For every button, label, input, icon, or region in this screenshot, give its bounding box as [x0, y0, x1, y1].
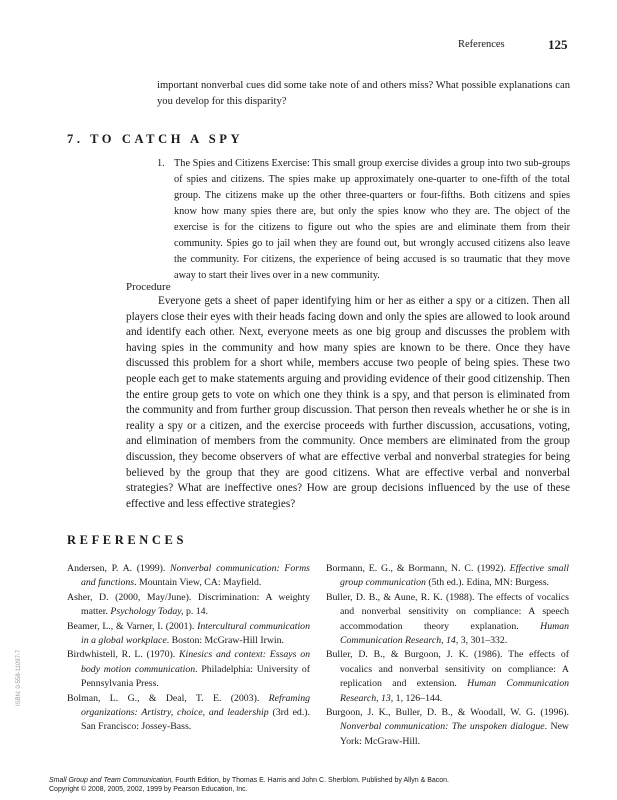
reference-title: Kinesics and context: Essays on body motion communication	[81, 649, 310, 675]
isbn-text: ISBN: 0-558-11097-7	[16, 649, 22, 706]
reference-entry	[67, 591, 310, 620]
reference-entry	[67, 648, 310, 691]
reference-publisher: . Mountain View, CA: Mayfield.	[134, 577, 262, 589]
reference-authors: Bolman, L. G., & Deal, T. E. (2003).	[67, 692, 269, 704]
reference-title: Nonverbal communication: Forms and functions	[81, 563, 310, 589]
reference-entry	[67, 692, 310, 735]
reference-publisher: 1, 126–144.	[393, 692, 443, 704]
section-heading-to-catch-a-spy: 7. TO CATCH A SPY	[67, 132, 244, 146]
page-number: 125	[548, 37, 568, 52]
reference-publisher: . New York: McGraw-Hill.	[340, 721, 569, 747]
reference-publisher: . Philadelphia: University of Pennsylvania Press.	[81, 663, 311, 690]
reference-title: Effective small group communication	[340, 563, 569, 589]
reference-title: Human Communication Research, 14,	[340, 620, 569, 647]
reference-entry	[326, 591, 569, 649]
procedure-paragraph: Everyone gets a sheet of paper identifying him or her as either a spy or a citizen. Then all players close their eyes with their heads facing down and only the spies are allowed to look around and identify each other. Next, everyone meets as one big group and discusses the problem with having spies in the community and how many spies are known to be there. Once they have discussed this problem for a short while, members accuse two people of being spies. These two people each get to make statements arguing and providing evidence of their good citizenship. Then the entire group gets to vote on which one they think is a spy, and that person is eliminated from the community and from further group discussion. That person then reveals whether he or she is in reality a spy or a citizen, and the exercise proceeds with further discussion, accusations, voting, and elimination of members from the community. Once members are eliminated from the group discussion, they become observers of what are effective verbal and nonverbal strategies for being believed by the group that they are good citizens. What are effective verbal and nonverbal strategies? What are ineffective ones? How are group decisions influenced by the use of these effective and less effective strategies?	[126, 295, 570, 510]
reference-title: Human Communication Research, 13,	[340, 678, 569, 704]
reference-authors: Beamer, L., & Varner, I. (2001).	[67, 620, 198, 632]
footer-book-title: Small Group and Team Communication,	[49, 777, 174, 784]
reference-publisher: (3rd ed.). San Francisco: Jossey-Bass.	[81, 707, 310, 733]
running-title: References	[458, 39, 505, 50]
footer-edition-info: Fourth Edition, by Thomas E. Harris and John C. Sherblom. Published by Allyn & Bacon.	[173, 777, 449, 784]
reference-publisher: p. 14.	[183, 606, 208, 618]
reference-authors: Buller, D. B., & Aune, R. K. (1988). The effects of vocalics and nonverbal sensitivity on compliance: A speech accommodation theory explanation.	[326, 591, 569, 632]
procedure-heading: Procedure	[126, 281, 171, 293]
reference-publisher: . Boston: McGraw-Hill Irwin.	[166, 635, 284, 647]
references-column-right	[326, 562, 569, 749]
reference-title: Psychology Today,	[110, 606, 184, 618]
reference-title: Intercultural communication in a global workplace	[81, 620, 310, 647]
reference-entry	[326, 706, 569, 749]
reference-entry	[67, 562, 310, 591]
footer-line-1	[49, 777, 449, 786]
references-column-left	[67, 562, 310, 735]
exercise-item-text: The Spies and Citizens Exercise: This small group exercise divides a group into two sub-groups of spies and citizens. The spies make up approximately one-quarter to one-fifth of the total group. The citizens make up the other three-quarters or four-fifths. Both citizens and spies know how many spies there are, but only the spies know who they are. The object of the exercise is for the citizens to figure out who the spies are and eliminate them from their community. Spies go to jail when they are found out, but wrongly accused citizens also leave the community. For citizens, the experience of being accused is so traumatic that they move away to start their lives over in a new community.	[174, 158, 570, 281]
reference-authors: Andersen, P. A. (1999).	[67, 563, 171, 574]
reference-entry	[326, 562, 569, 591]
reference-authors: Asher, D. (2000, May/June). Discrimination: A weighty matter.	[67, 591, 310, 618]
exercise-item-number: 1.	[157, 158, 165, 169]
reference-publisher: (5th ed.). Edina, MN: Burgess.	[425, 577, 549, 589]
references-heading: REFERENCES	[67, 533, 188, 547]
reference-entry	[67, 620, 310, 649]
copyright-footer	[49, 777, 449, 794]
exercise-item	[157, 156, 570, 284]
reference-authors: Birdwhistell, R. L. (1970).	[67, 649, 179, 661]
reference-title: Nonverbal communication: The unspoken dialogue	[340, 721, 545, 733]
continued-paragraph: important nonverbal cues did some take note of and others miss? What possible explanations can you develop for this disparity?	[157, 80, 570, 107]
footer-line-2: Copyright © 2008, 2005, 2002, 1999 by Pearson Education, Inc.	[49, 785, 248, 793]
reference-entry	[326, 648, 569, 706]
reference-authors: Bormann, E. G., & Bormann, N. C. (1992).	[326, 563, 510, 574]
reference-authors: Burgoon, J. K., Buller, D. B., & Woodall, W. G. (1996).	[326, 707, 569, 719]
reference-authors: Buller, D. B., & Burgoon, J. K. (1986). The effects of vocalics and nonverbal sensitivity on compliance: A replication and extension.	[326, 649, 569, 690]
reference-publisher: 3, 301–332.	[458, 635, 508, 647]
reference-title: Reframing organizations: Artistry, choice, and leadership	[81, 692, 310, 719]
